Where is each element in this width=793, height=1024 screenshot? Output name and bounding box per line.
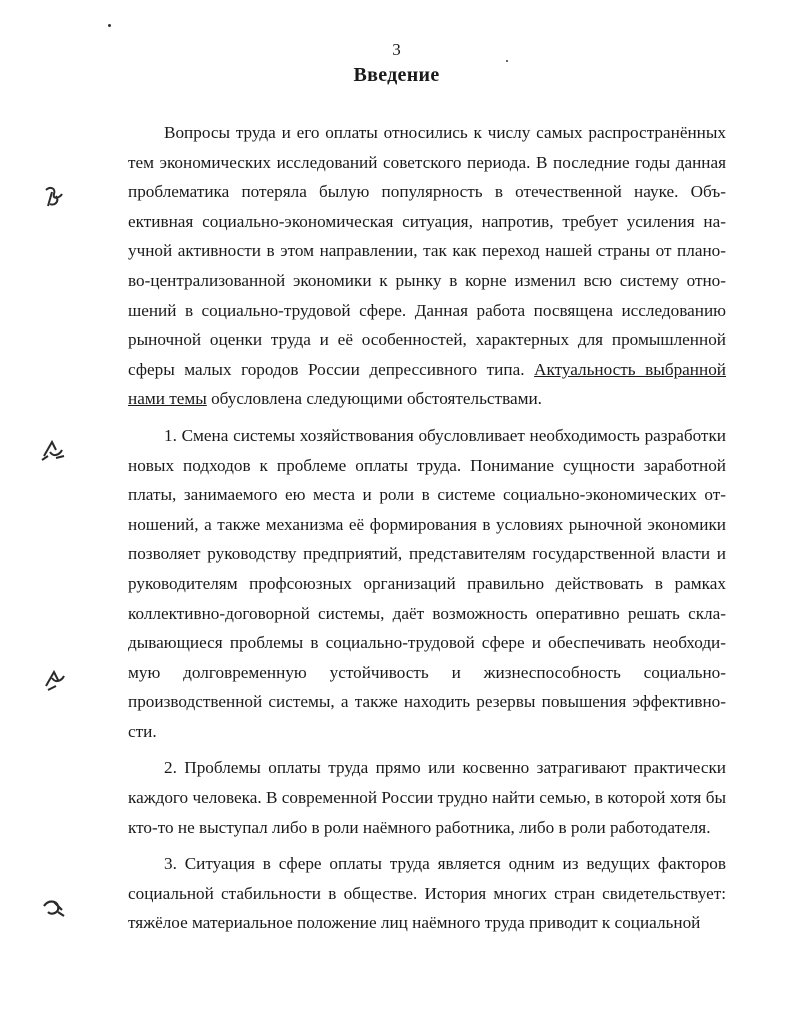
intro-underlined-phrase: Актуальность выбранной нами темы — [128, 359, 726, 409]
document-body — [128, 118, 726, 945]
paragraph-3: 3. Ситуация в сфере оплаты труда является одним из ведущих факторов социальной стабильности в обществе. История многих стран свидетельствует: тяжёлое материальное положение лиц наёмного труда приводит к социальной — [128, 854, 726, 933]
margin-ink-mark-icon — [34, 436, 74, 466]
paragraph-2: 2. Проблемы оплаты труда прямо или косвенно затрагивают практически каждого человека. В современной России трудно найти семью, в которой хотя бы кто-то не выступал либо в роли наёмного работника, либо в роли работодателя. — [128, 758, 726, 837]
margin-ink-mark-icon — [34, 892, 74, 922]
scan-speck — [108, 24, 111, 27]
page-number: 3 — [392, 40, 401, 59]
intro-text-end: обусловлена следующими обстоятельствами. — [206, 389, 542, 409]
paragraph-1: 1. Смена системы хозяйствования обусловливает необходимость разработки новых подходов к проблеме оплаты труда. Понимание сущности заработной платы, занимаемого ею места и роли в системе социально-экономических отношений, а также механизма её формирования в условиях рыночной экономики позволяет руководству предприятий, представителям государственной власти и руководителям профсоюзных организаций правильно действовать в рамках коллективно-договорной системы, даёт возможность оперативно решать складывающиеся проблемы в социально-трудовой сфере и обеспечивать необходимую долговременную устойчивость и жизнеспособность социально-производственной системы, а также находить резервы повышения эффективности. — [128, 425, 726, 741]
intro-text-start: Вопросы труда и его оплаты относились к числу самых распространённых тем экономических исследований советского периода. В последние годы данная проблематика потеряла былую популярность в отечественной науке. Объективная социально-экономическая ситуация, напротив, требует усиления научной активности в этом направлении, так как переход нашей страны от планово-централизованной экономики к рынку в корне изменил всю систему отношений в социально-трудовой сфере. Данная работа посвящена исследованию рыночной оценки труда и её особенностей, характерных для промышленной сферы малых городов России депрессивного типа. — [128, 123, 726, 379]
page-title: Введение — [353, 64, 440, 86]
margin-ink-mark-icon — [34, 664, 74, 694]
paragraph-intro — [128, 118, 726, 414]
margin-ink-mark-icon — [34, 182, 74, 212]
scan-speck — [506, 60, 508, 62]
